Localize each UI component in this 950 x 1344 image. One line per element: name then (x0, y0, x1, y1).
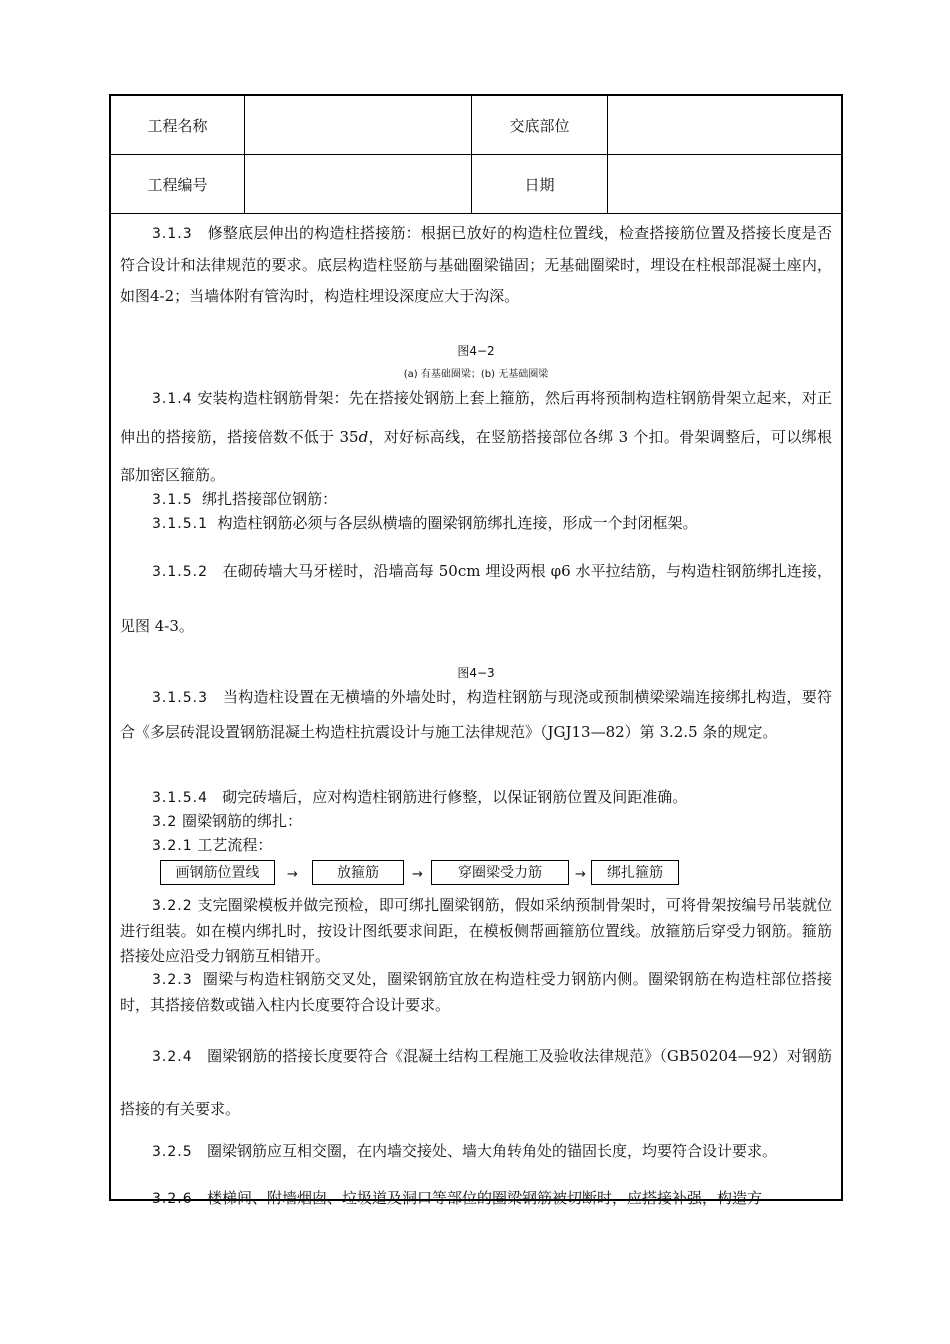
paragraph-3-1-5 (120, 486, 832, 513)
paragraph-text: 圈梁钢筋应互相交圈，在内墙交接处、墙大角转角处的锚固长度，均要符合设计要求。 (206, 1142, 777, 1160)
paragraph-3-2-3 (120, 967, 832, 1018)
project-no-label: 工程编号 (111, 155, 245, 214)
paragraph-text: 砌完砖墙后，应对构造柱钢筋进行修整，以保证钢筋位置及间距准确。 (222, 788, 688, 806)
section-number: 3.1.4 (152, 391, 193, 407)
paragraph-text: 构造柱钢筋必须与各层纵横墙的圈梁钢筋绑扎连接，形成一个封闭框架。 (217, 514, 698, 532)
paragraph-3-2-4 (120, 1030, 832, 1135)
paragraph-3-2-5 (120, 1139, 832, 1165)
section-number: 3.1.3 (152, 226, 193, 242)
paragraph-text: 圈梁与构造柱钢筋交叉处，圈梁钢筋宜放在构造柱受力钢筋内侧。圈梁钢筋在构造柱部位搭接时，其搭接倍数或锚入柱内长度要符合设计要求。 (120, 970, 832, 1014)
figure-4-2-title: 图4−2 (457, 344, 495, 358)
paragraph-text: 绑扎搭接部位钢筋： (202, 490, 338, 508)
disclosure-form (109, 94, 843, 1207)
flow-step-3: 穿圈梁受力筋 (431, 860, 569, 885)
paragraph-3-1-5-4 (120, 784, 832, 811)
paragraph-text: 工艺流程： (197, 836, 273, 854)
flow-step-1: 画钢筋位置线 (160, 860, 275, 885)
flow-step-4: 绑扎箍筋 (591, 860, 679, 885)
paragraph-3-2 (120, 808, 832, 835)
paragraph-3-1-5-2 (120, 544, 832, 653)
flow-step-2: 放箍筋 (312, 860, 404, 885)
arrow-right-icon: → (575, 867, 586, 882)
figure-4-3-title: 图4−3 (457, 666, 495, 680)
paragraph-text: 支完圈梁模板并做完预检，即可绑扎圈梁钢筋，假如采纳预制骨架时，可将骨架按编号吊装就位进行组装。如在模内绑扎时，按设计图纸要求间距，在模板侧帮画箍筋位置线。放箍筋后穿受力钢筋。箍筋搭接处应沿受力钢筋互相错开。 (120, 896, 832, 965)
paragraph-text: 安装构造柱钢筋骨架：先在搭接处钢筋上套上箍筋，然后再将预制构造柱钢筋骨架立起来，对正伸出的搭接筋，搭接倍数不低于 35 (120, 389, 832, 446)
paragraph-text: 楼梯间、附墙烟囱、垃圾道及洞口等部位的圈梁钢筋被切断时，应搭接补强，构造方 (206, 1189, 762, 1207)
section-number: 3.2.6 (152, 1191, 193, 1207)
section-number: 3.1.5.3 (152, 690, 208, 706)
paragraph-text: 圈梁钢筋的绑扎： (182, 812, 303, 830)
project-name-value (245, 96, 472, 155)
paragraph-text: 圈梁钢筋的搭接长度要符合《混凝土结构工程施工及验收法律规范》（GB50204—92）对钢筋搭接的有关要求。 (120, 1047, 832, 1118)
paragraph-3-2-1 (120, 832, 832, 859)
arrow-right-icon: → (412, 867, 423, 882)
section-number: 3.2.3 (152, 972, 193, 988)
paragraph-3-1-4 (120, 379, 832, 494)
section-number: 3.2.1 (152, 838, 193, 854)
location-label: 交底部位 (472, 96, 608, 155)
paragraph-3-2-6 (120, 1186, 832, 1212)
date-value (608, 155, 841, 214)
section-number: 3.2.4 (152, 1049, 193, 1065)
figure-4-2-subtitle: (a) 有基础圈梁；(b) 无基础圈梁 (403, 369, 549, 380)
paragraph-text: 在砌砖墙大马牙槎时，沿墙高每 50cm 埋设两根 φ6 水平拉结筋，与构造柱钢筋绑扎连接，见图 4-3。 (120, 562, 832, 635)
date-label: 日期 (472, 155, 608, 214)
section-number: 3.1.5.4 (152, 790, 208, 806)
section-number: 3.1.5.1 (152, 516, 208, 532)
paragraph-3-1-3 (120, 218, 832, 312)
paragraph-text-cont: ，对好标高线，在竖筋搭接部位各绑 3 个扣。骨架调整后，可以绑根部加密区箍筋。 (120, 428, 832, 484)
section-number: 3.2.5 (152, 1144, 193, 1160)
paragraph-3-2-2 (120, 893, 832, 969)
document-body (120, 214, 832, 1207)
arrow-right-icon: → (287, 867, 298, 882)
section-number: 3.1.5.2 (152, 564, 208, 580)
section-number: 3.2 (152, 814, 178, 830)
project-name-label: 工程名称 (111, 96, 245, 155)
paragraph-3-1-5-3 (120, 680, 832, 749)
italic-d: d (358, 428, 369, 446)
location-value (608, 96, 841, 155)
section-number: 3.1.5 (152, 492, 193, 508)
section-number: 3.2.2 (152, 898, 193, 914)
paragraph-3-1-5-1 (120, 510, 832, 537)
project-no-value (245, 155, 472, 214)
paragraph-text: 当构造柱设置在无横墙的外墙处时，构造柱钢筋与现浇或预制横梁梁端连接绑扎构造，要符合《多层砖混设置钢筋混凝土构造柱抗震设计与施工法律规范》（JGJ13—82）第 3.2.5 条的规定。 (120, 688, 832, 741)
paragraph-text: 修整底层伸出的构造柱搭接筋：根据已放好的构造柱位置线，检查搭接筋位置及搭接长度是否符合设计和法律规范的要求。底层构造柱竖筋与基础圈梁锚固；无基础圈梁时，埋设在柱根部混凝土座内，如图4-2；当墙体附有管沟时，构造柱埋设深度应大于沟深。 (120, 224, 832, 305)
